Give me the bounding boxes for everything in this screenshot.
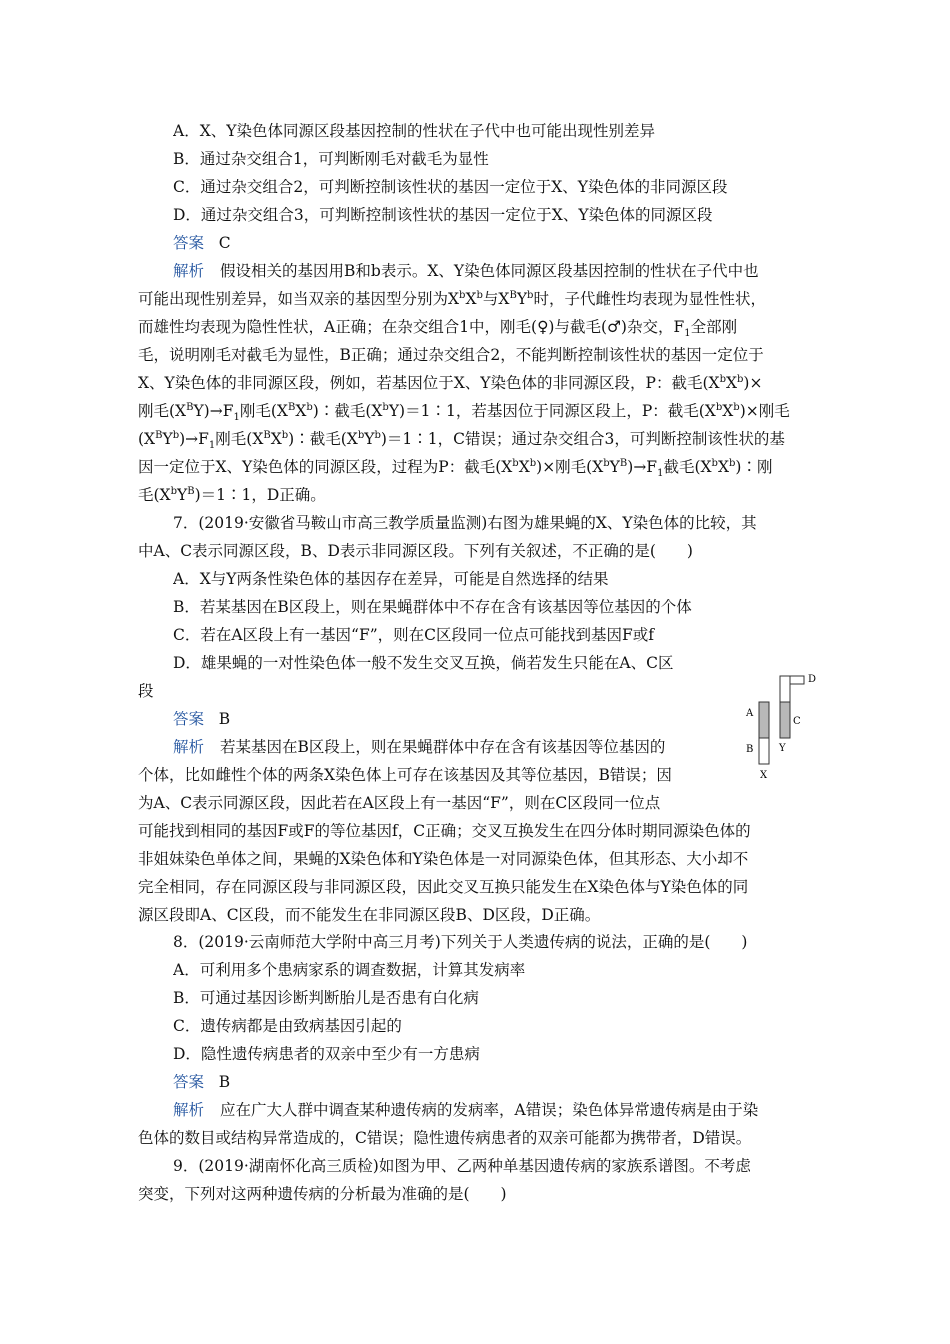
q6-analysis-line-8: 因一定位于X、Y染色体的同源区段，过程为P：截毛$(X^bX^b)\times$刚毛$(X^bY^B)\to F_1$截毛$(X^bX^b)∶$刚 (138, 457, 773, 479)
q6-option-a: A．X、Y染色体同源区段基因控制的性状在子代中也可能出现性别差异 (173, 122, 655, 140)
q7-option-c: C．若在A区段上有一基因“F”，则在C区段同一位点可能找到基因F或f (173, 626, 655, 644)
q6-option-c: C．通过杂交组合2，可判断控制该性状的基因一定位于X、Y染色体的非同源区段 (173, 178, 728, 196)
q7-stem-line-1: 7．(2019·安徽省马鞍山市高三教学质量监测)右图为雄果蝇的X、Y染色体的比较，其 (173, 514, 757, 532)
q9-stem-line-2: 突变，下列对这两种遗传病的分析最为准确的是( ) (138, 1185, 507, 1203)
q6-analysis-line-3: 而雄性均表现为隐性性状，A正确；在杂交组合1中，刚毛(♀)与截毛(♂)杂交，$F_1$全部刚 (138, 318, 738, 339)
analysis-label: 解析 (173, 738, 205, 756)
q6-analysis-line-9: 毛$(X^bY^B)=1∶1$，D正确。 (138, 485, 326, 504)
q6-analysis-line-5: X、Y染色体的非同源区段，例如，若基因位于X、Y染色体的非同源区段，P：截毛$(X^bX^b)\times$ (138, 373, 763, 392)
label-x: X (760, 770, 768, 781)
q7-analysis-line-6: 完全相同，存在同源区段与非同源区段，因此交叉互换只能发生在X染色体与Y染色体的同 (138, 878, 749, 896)
q7-option-d-line-2: 段 (138, 682, 154, 700)
q6-analysis-line-1: 解析 假设相关的基因用B和b表示。X、Y染色体同源区段基因控制的性状在子代中也 (173, 262, 759, 280)
analysis-label: 解析 (173, 262, 205, 280)
q7-analysis-line-2: 个体，比如雌性个体的两条X染色体上可存在该基因及其等位基因，B错误；因 (138, 766, 672, 784)
y-segment-c (780, 702, 790, 738)
label-a: A (746, 708, 754, 719)
q6-analysis-line-2: 可能出现性别差异，如当双亲的基因型分别为$X^bX^b$与$X^BY^b$时，子代雌性均表现为显性性状， (138, 289, 766, 308)
answer-label: 答案 (173, 234, 205, 252)
q7-option-a: A．X与Y两条性染色体的基因存在差异，可能是自然选择的结果 (173, 570, 609, 588)
analysis-label: 解析 (173, 1101, 205, 1119)
answer-label: 答案 (173, 1073, 205, 1091)
x-segment-b (759, 738, 769, 764)
answer-value: B (218, 1073, 231, 1091)
q8-option-d: D．隐性遗传病患者的双亲中至少有一方患病 (173, 1045, 480, 1063)
q8-answer (173, 1070, 814, 1094)
q8-option-b: B．可通过基因诊断判断胎儿是否患有白化病 (173, 989, 479, 1007)
q8-analysis-line-1: 解析 应在广大人群中调查某种遗传病的发病率，A错误；染色体异常遗传病是由于染 (173, 1101, 759, 1119)
q6-option-b: B．通过杂交组合1，可判断刚毛对截毛为显性 (173, 150, 489, 168)
q6-analysis-line-6: 刚毛$(X^BY)\to F_1$刚毛$(X^BX^b)∶$截毛$(X^bY)=1∶1$，若基因位于同源区段上，P：截毛$(X^bX^b)\times$刚毛 (138, 401, 790, 423)
q7-analysis-line-5: 非姐妹染色单体之间，果蝇的X染色体和Y染色体是一对同源染色体，但其形态、大小却不 (138, 850, 749, 868)
q7-analysis-line-4: 可能找到相同的基因F或F的等位基因f，C正确；交叉互换发生在四分体时期同源染色体的 (138, 822, 751, 840)
q6-answer (173, 231, 814, 255)
q8-stem: 8．(2019·云南师范大学附中高三月考)下列关于人类遗传病的说法，正确的是( ) (173, 933, 748, 951)
q8-option-c: C．遗传病都是由致病基因引起的 (173, 1017, 402, 1035)
y-segment-d (780, 676, 790, 702)
label-d: D (808, 674, 817, 685)
q7-analysis-line-3: 为A、C表示同源区段，因此若在A区段上有一基因“F”，则在C区段同一位点 (138, 794, 661, 812)
q6-analysis-line-7: $(X^BY^b)\to F_1$刚毛$(X^BX^b)∶$截毛$(X^bY^b)=1∶1$，C错误；通过杂交组合3，可判断控制该性状的基 (138, 429, 785, 451)
q8-analysis-line-2: 色体的数目或结构异常造成的，C错误；隐性遗传病患者的双亲可能都为携带者，D错误。 (138, 1129, 752, 1147)
label-c: C (793, 716, 801, 727)
q6-option-d: D．通过杂交组合3，可判断控制该性状的基因一定位于X、Y染色体的同源区段 (173, 206, 713, 224)
q7-analysis-line-7: 源区段即A、C区段，而不能发生在非同源区段B、D区段，D正确。 (138, 906, 601, 924)
xy-chromosome-figure (742, 668, 822, 788)
label-y: Y (779, 743, 786, 754)
q9-stem-line-1: 9．(2019·湖南怀化高三质检)如图为甲、乙两种单基因遗传病的家族系谱图。不考虑 (173, 1157, 751, 1175)
q7-analysis-line-1: 解析 若某基因在B区段上，则在果蝇群体中存在含有该基因等位基因的 (173, 738, 666, 756)
q6-analysis-line-4: 毛，说明刚毛对截毛为显性，B正确；通过杂交组合2，不能判断控制该性状的基因一定位于 (138, 346, 764, 364)
y-segment-d-hook (790, 676, 804, 684)
q7-option-d-line-1: D．雄果蝇的一对性染色体一般不发生交叉互换，倘若发生只能在A、C区 (173, 654, 674, 672)
answer-value: C (218, 234, 231, 252)
q7-answer (173, 707, 728, 731)
q8-option-a: A．可利用多个患病家系的调查数据，计算其发病率 (173, 961, 526, 979)
answer-label: 答案 (173, 710, 205, 728)
x-segment-a (759, 702, 769, 738)
q7-stem-line-2: 中A、C表示同源区段，B、D表示非同源区段。下列有关叙述，不正确的是( ) (138, 542, 693, 560)
q7-option-b: B．若某基因在B区段上，则在果蝇群体中不存在含有该基因等位基因的个体 (173, 598, 692, 616)
answer-value: B (218, 710, 231, 728)
label-b: B (746, 744, 754, 755)
